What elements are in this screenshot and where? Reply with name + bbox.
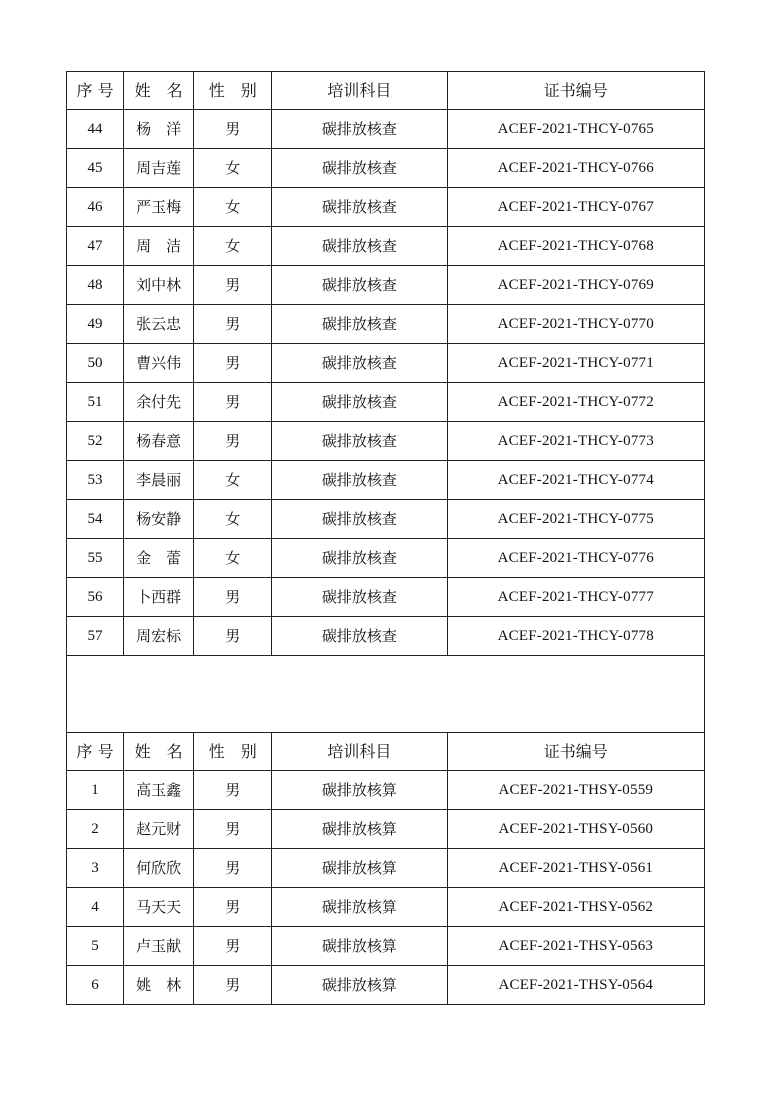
table-row: [67, 422, 705, 461]
serial-number-cell: 47: [67, 227, 124, 266]
gender-cell: 男: [194, 266, 272, 305]
header-serial-number: 序 号: [67, 733, 124, 771]
subject-cell: 碳排放核查: [272, 422, 447, 461]
table-row: [67, 344, 705, 383]
serial-number-cell: 3: [67, 849, 124, 888]
certificate-number-cell: ACEF-2021-THSY-0563: [447, 927, 704, 966]
name-cell: 高玉鑫: [124, 771, 194, 810]
subject-cell: 碳排放核查: [272, 149, 447, 188]
name-cell: 何欣欣: [124, 849, 194, 888]
serial-number-cell: 46: [67, 188, 124, 227]
name-cell: 马天天: [124, 888, 194, 927]
name-cell: 赵元财: [124, 810, 194, 849]
certificate-number-cell: ACEF-2021-THCY-0776: [447, 539, 704, 578]
gender-cell: 女: [194, 227, 272, 266]
serial-number-cell: 54: [67, 500, 124, 539]
certificate-number-cell: ACEF-2021-THCY-0770: [447, 305, 704, 344]
gender-cell: 男: [194, 422, 272, 461]
serial-number-cell: 52: [67, 422, 124, 461]
table-row: [67, 461, 705, 500]
header-name: 姓 名: [124, 733, 194, 771]
name-cell: 金 蕾: [124, 539, 194, 578]
section-separator: [67, 656, 705, 733]
table-row: [67, 500, 705, 539]
certificate-number-cell: ACEF-2021-THSY-0560: [447, 810, 704, 849]
header-certificate-number: 证书编号: [447, 72, 704, 110]
certificate-number-cell: ACEF-2021-THCY-0778: [447, 617, 704, 656]
gender-cell: 男: [194, 771, 272, 810]
subject-cell: 碳排放核算: [272, 771, 447, 810]
subject-cell: 碳排放核查: [272, 110, 447, 149]
certificate-number-cell: ACEF-2021-THCY-0769: [447, 266, 704, 305]
subject-cell: 碳排放核查: [272, 539, 447, 578]
subject-cell: 碳排放核查: [272, 305, 447, 344]
subject-cell: 碳排放核算: [272, 810, 447, 849]
header-row: [67, 72, 705, 110]
table-row: [67, 110, 705, 149]
certificate-number-cell: ACEF-2021-THCY-0772: [447, 383, 704, 422]
gender-cell: 男: [194, 888, 272, 927]
certificate-number-cell: ACEF-2021-THCY-0773: [447, 422, 704, 461]
subject-cell: 碳排放核查: [272, 188, 447, 227]
name-cell: 卜西群: [124, 578, 194, 617]
name-cell: 余付先: [124, 383, 194, 422]
gender-cell: 男: [194, 617, 272, 656]
serial-number-cell: 1: [67, 771, 124, 810]
certificate-number-cell: ACEF-2021-THCY-0768: [447, 227, 704, 266]
certificate-number-cell: ACEF-2021-THCY-0766: [447, 149, 704, 188]
serial-number-cell: 2: [67, 810, 124, 849]
gender-cell: 男: [194, 810, 272, 849]
subject-cell: 碳排放核算: [272, 927, 447, 966]
serial-number-cell: 45: [67, 149, 124, 188]
name-cell: 杨春意: [124, 422, 194, 461]
subject-cell: 碳排放核查: [272, 266, 447, 305]
subject-cell: 碳排放核查: [272, 617, 447, 656]
table-row: [67, 305, 705, 344]
table-row: [67, 578, 705, 617]
gender-cell: 男: [194, 966, 272, 1005]
table-row: [67, 383, 705, 422]
name-cell: 刘中林: [124, 266, 194, 305]
serial-number-cell: 57: [67, 617, 124, 656]
subject-cell: 碳排放核查: [272, 383, 447, 422]
table-row: [67, 227, 705, 266]
certificate-number-cell: ACEF-2021-THSY-0559: [447, 771, 704, 810]
subject-cell: 碳排放核算: [272, 966, 447, 1005]
certificate-number-cell: ACEF-2021-THCY-0771: [447, 344, 704, 383]
header-subject: 培训科目: [272, 72, 447, 110]
name-cell: 杨 洋: [124, 110, 194, 149]
gender-cell: 男: [194, 927, 272, 966]
subject-cell: 碳排放核查: [272, 578, 447, 617]
serial-number-cell: 4: [67, 888, 124, 927]
name-cell: 卢玉献: [124, 927, 194, 966]
table-row: [67, 266, 705, 305]
certificate-table: [66, 71, 705, 1005]
name-cell: 李晨丽: [124, 461, 194, 500]
gender-cell: 男: [194, 578, 272, 617]
header-name: 姓 名: [124, 72, 194, 110]
subject-cell: 碳排放核算: [272, 888, 447, 927]
name-cell: 严玉梅: [124, 188, 194, 227]
table-row: [67, 888, 705, 927]
blank-separator-cell: [67, 656, 705, 733]
serial-number-cell: 44: [67, 110, 124, 149]
certificate-number-cell: ACEF-2021-THCY-0775: [447, 500, 704, 539]
gender-cell: 女: [194, 149, 272, 188]
name-cell: 张云忠: [124, 305, 194, 344]
subject-cell: 碳排放核查: [272, 461, 447, 500]
certificate-number-cell: ACEF-2021-THCY-0774: [447, 461, 704, 500]
table-row: [67, 927, 705, 966]
table-row: [67, 188, 705, 227]
header-serial-number: 序 号: [67, 72, 124, 110]
certificate-number-cell: ACEF-2021-THSY-0564: [447, 966, 704, 1005]
gender-cell: 男: [194, 344, 272, 383]
serial-number-cell: 48: [67, 266, 124, 305]
name-cell: 周 洁: [124, 227, 194, 266]
header-gender: 性 别: [194, 72, 272, 110]
certificate-number-cell: ACEF-2021-THCY-0767: [447, 188, 704, 227]
certificate-number-cell: ACEF-2021-THSY-0561: [447, 849, 704, 888]
certificate-number-cell: ACEF-2021-THSY-0562: [447, 888, 704, 927]
subject-cell: 碳排放核查: [272, 500, 447, 539]
header-gender: 性 别: [194, 733, 272, 771]
table-row: [67, 966, 705, 1005]
serial-number-cell: 5: [67, 927, 124, 966]
certificate-number-cell: ACEF-2021-THCY-0765: [447, 110, 704, 149]
header-subject: 培训科目: [272, 733, 447, 771]
serial-number-cell: 6: [67, 966, 124, 1005]
name-cell: 周宏标: [124, 617, 194, 656]
serial-number-cell: 56: [67, 578, 124, 617]
gender-cell: 女: [194, 539, 272, 578]
serial-number-cell: 50: [67, 344, 124, 383]
serial-number-cell: 49: [67, 305, 124, 344]
name-cell: 曹兴伟: [124, 344, 194, 383]
header-certificate-number: 证书编号: [447, 733, 704, 771]
table-row: [67, 617, 705, 656]
table-row: [67, 149, 705, 188]
serial-number-cell: 55: [67, 539, 124, 578]
name-cell: 周吉莲: [124, 149, 194, 188]
table-row: [67, 539, 705, 578]
subject-cell: 碳排放核查: [272, 227, 447, 266]
table-row: [67, 771, 705, 810]
certificate-number-cell: ACEF-2021-THCY-0777: [447, 578, 704, 617]
gender-cell: 男: [194, 849, 272, 888]
gender-cell: 男: [194, 383, 272, 422]
name-cell: 姚 林: [124, 966, 194, 1005]
header-row: [67, 733, 705, 771]
gender-cell: 女: [194, 500, 272, 539]
gender-cell: 女: [194, 461, 272, 500]
certificate-table-body: [67, 72, 705, 1005]
subject-cell: 碳排放核查: [272, 344, 447, 383]
gender-cell: 男: [194, 305, 272, 344]
table-row: [67, 810, 705, 849]
serial-number-cell: 53: [67, 461, 124, 500]
gender-cell: 男: [194, 110, 272, 149]
table-row: [67, 849, 705, 888]
gender-cell: 女: [194, 188, 272, 227]
serial-number-cell: 51: [67, 383, 124, 422]
subject-cell: 碳排放核算: [272, 849, 447, 888]
name-cell: 杨安静: [124, 500, 194, 539]
